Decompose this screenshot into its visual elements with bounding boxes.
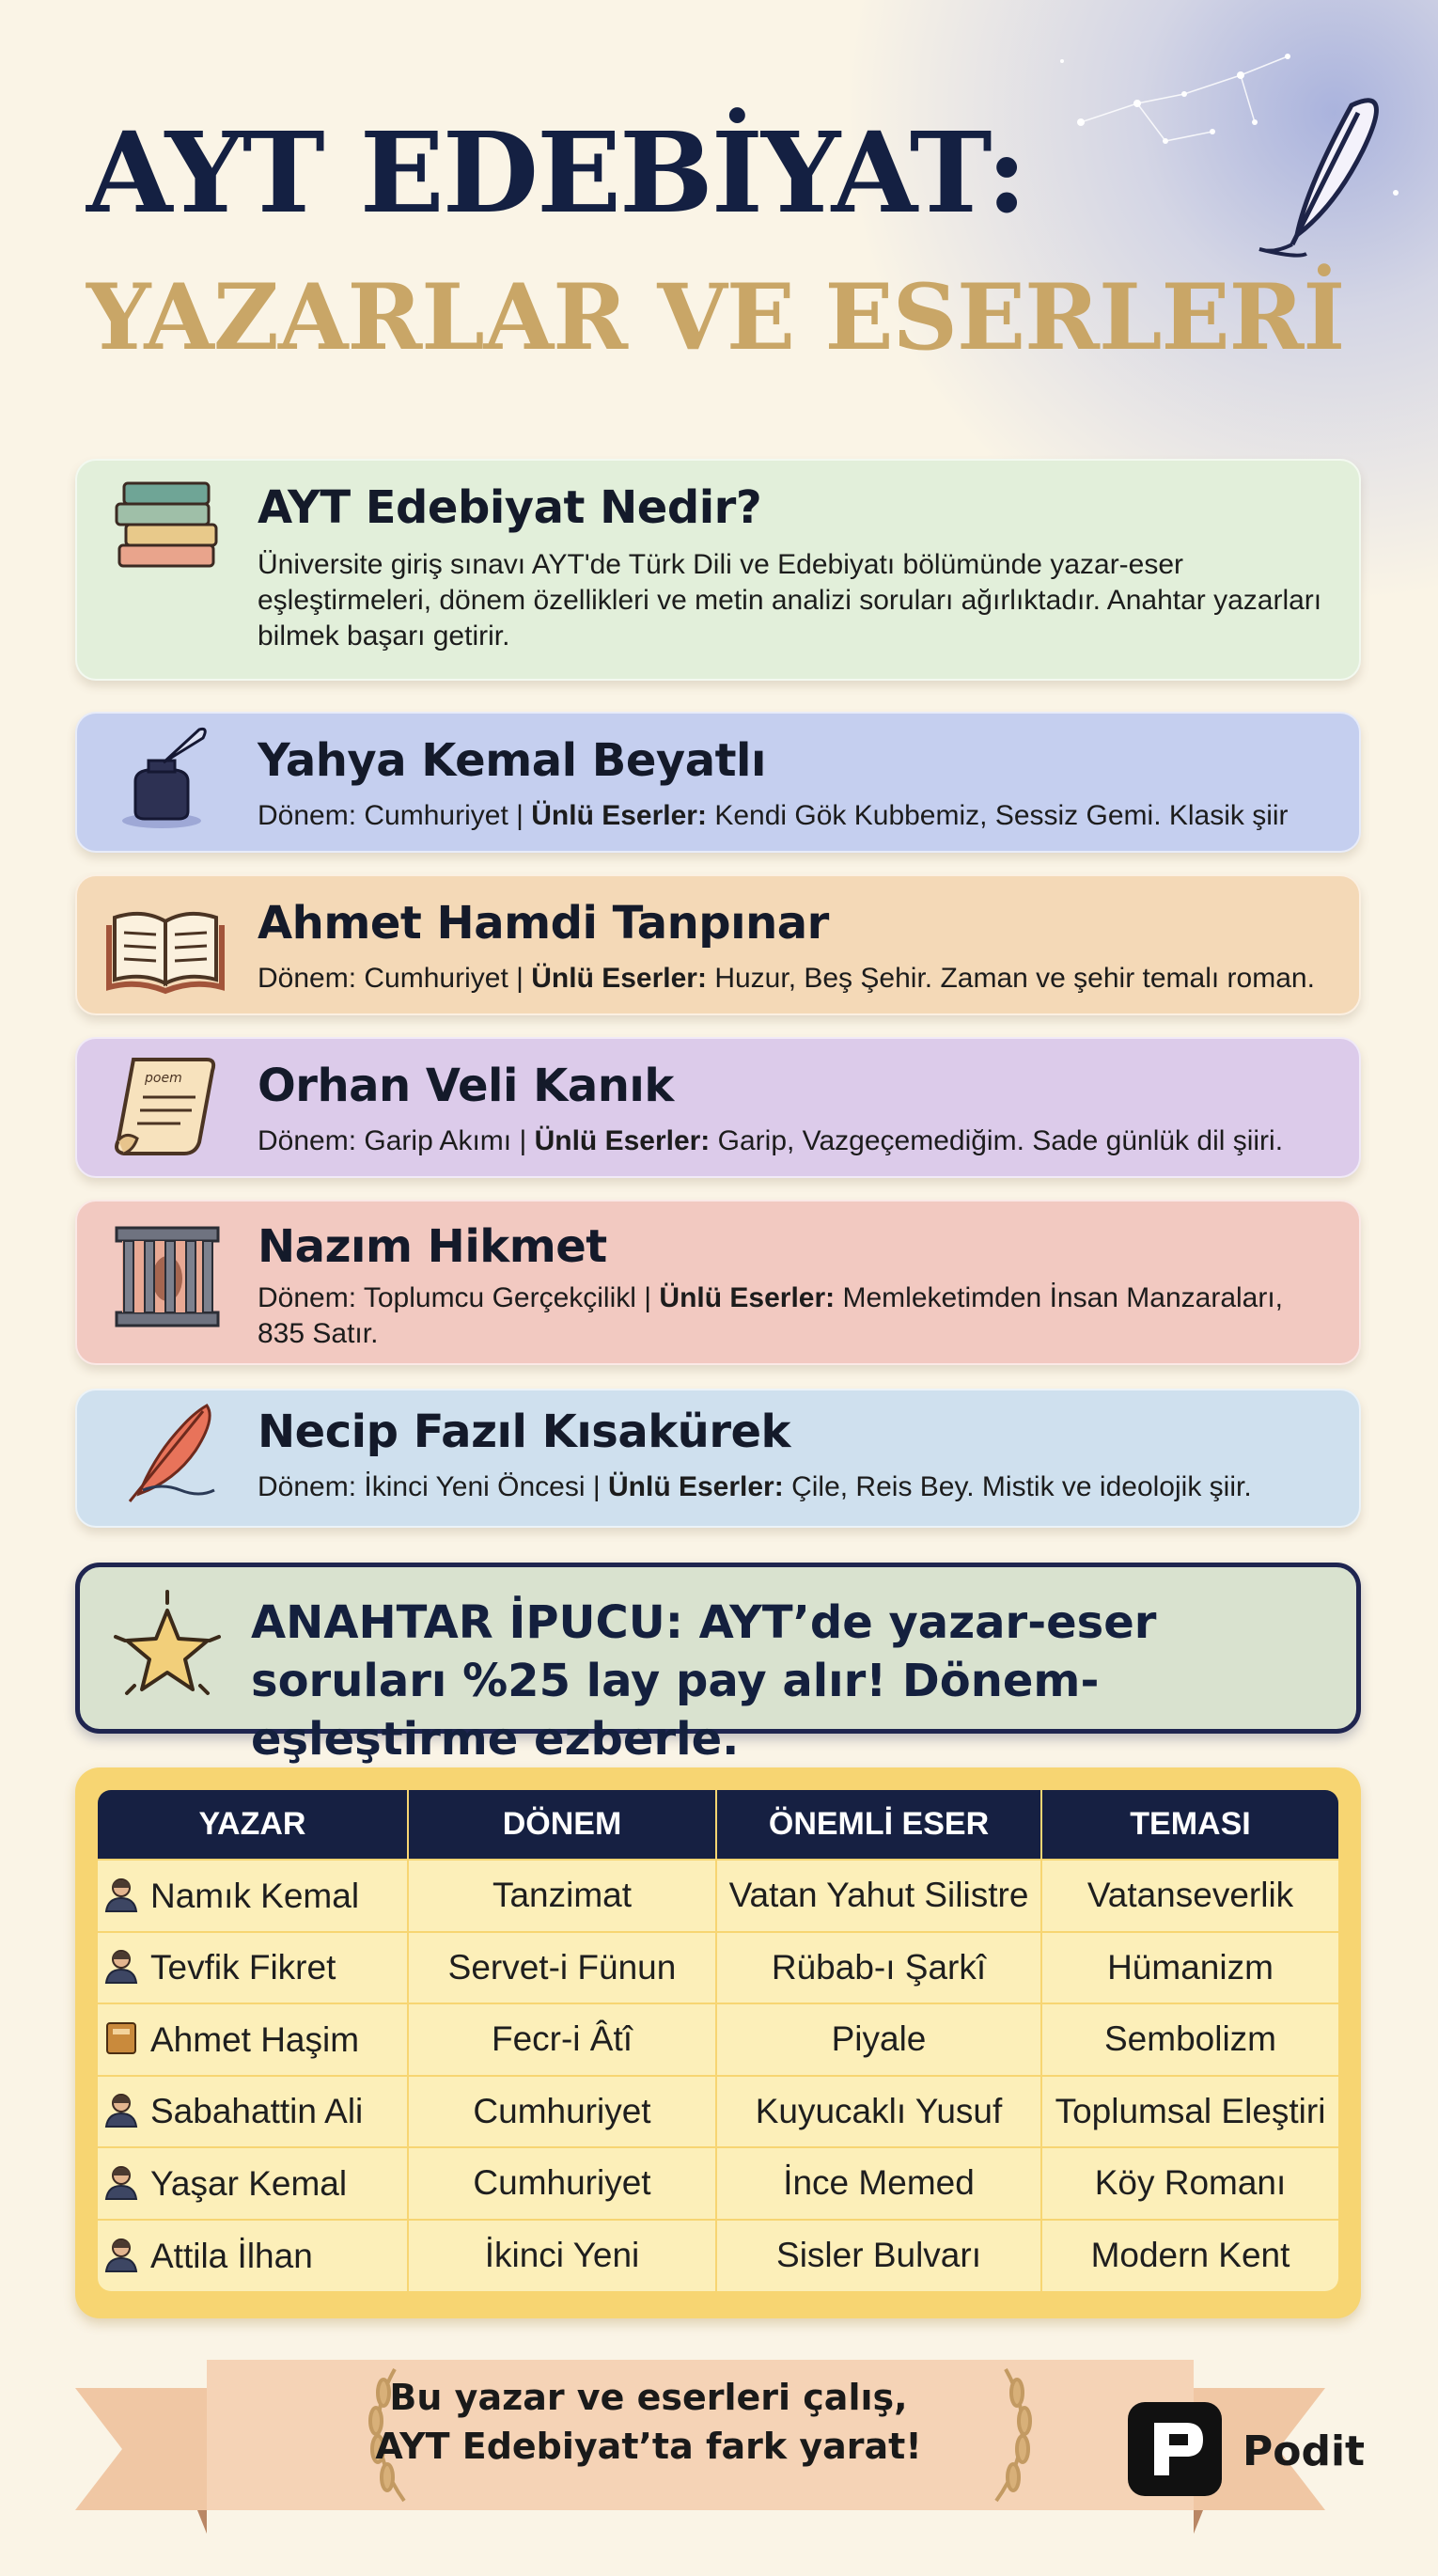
author-card <box>75 1389 1361 1528</box>
star-icon <box>106 1588 228 1710</box>
open-book-icon <box>105 889 227 1002</box>
column-header: TEMASI <box>1041 1790 1338 1860</box>
table-row <box>98 2076 1338 2148</box>
author-cell <box>98 2147 408 2220</box>
authors-table-panel <box>75 1767 1361 2318</box>
author-name: Attila İlhan <box>150 2236 313 2275</box>
theme-cell: Hümanizm <box>1041 1932 1338 2004</box>
work-cell: Sisler Bulvarı <box>716 2220 1041 2292</box>
author-card <box>75 874 1361 1015</box>
scroll-icon <box>105 1048 227 1161</box>
table-header-row <box>98 1790 1338 1860</box>
feather-icon <box>105 1400 227 1513</box>
theme-cell: Toplumsal Eleştiri <box>1041 2076 1338 2148</box>
theme-cell: Vatanseverlik <box>1041 1860 1338 1932</box>
author-name: Ahmet Haşim <box>150 2019 360 2059</box>
intro-card <box>75 459 1361 681</box>
person-icon <box>103 2091 139 2128</box>
constellation-quill-icon <box>1024 19 1419 301</box>
period-cell: Tanzimat <box>408 1860 716 1932</box>
theme-cell: Sembolizm <box>1041 2003 1338 2076</box>
page-title: AYT EDEBİYAT: <box>86 107 1025 238</box>
author-name: Ahmet Hamdi Tanpınar <box>258 897 829 950</box>
inkwell-icon <box>105 725 227 838</box>
author-name: Orhan Veli Kanık <box>258 1060 674 1112</box>
intro-title: AYT Edebiyat Nedir? <box>258 481 762 534</box>
intro-body: Üniversite giriş sınavı AYT'de Türk Dili ve Edebiyatı bölümünde yazar-eser eşleştirmeleri, dönem özellikleri ve metin analizi soruları ağırlıktadır. Anahtar yazarları bilmek başarı getirir. <box>258 549 1322 652</box>
author-name: Sabahattin Ali <box>150 2092 364 2131</box>
books-icon <box>105 472 227 585</box>
author-name: Yahya Kemal Beyatlı <box>258 734 766 787</box>
table-row <box>98 2220 1338 2292</box>
author-name: Yaşar Kemal <box>150 2163 348 2203</box>
work-cell: İnce Memed <box>716 2147 1041 2220</box>
period-cell: Cumhuriyet <box>408 2076 716 2148</box>
period-cell: Servet-i Fünun <box>408 1932 716 2004</box>
author-info: Dönem: Garip Akımı | Ünlü Eserler: Garip, Vazgeçemediğim. Sade günlük dil şiiri. <box>258 1125 1284 1156</box>
author-info: Dönem: Cumhuriyet | Ünlü Eserler: Kendi Gök Kubbemiz, Sessiz Gemi. Klasik şiir <box>258 800 1289 831</box>
work-cell: Rübab-ı Şarkî <box>716 1932 1041 2004</box>
key-tip-text: ANAHTAR İPUCU: AYT’de yazar-eser soruları %25 lay pay alır! Dönem-eşleştirme ezberle. <box>251 1596 1157 1766</box>
person-icon <box>103 2236 139 2273</box>
work-cell: Piyale <box>716 2003 1041 2076</box>
prison-bars-icon <box>105 1222 227 1335</box>
brand-name: Podit <box>1243 2427 1366 2475</box>
period-cell: Cumhuriyet <box>408 2147 716 2220</box>
author-cell <box>98 1860 408 1932</box>
author-cell <box>98 2076 408 2148</box>
person-icon <box>103 1876 139 1913</box>
table-row <box>98 1932 1338 2004</box>
book-icon <box>103 2019 139 2057</box>
author-info: Dönem: Cumhuriyet | Ünlü Eserler: Huzur, Beş Şehir. Zaman ve şehir temalı roman. <box>258 963 1315 994</box>
author-card <box>75 712 1361 853</box>
author-cell <box>98 1932 408 2004</box>
svg-text:poem: poem <box>145 1071 182 1086</box>
authors-table <box>98 1790 1338 2291</box>
author-name: Namık Kemal <box>150 1876 360 1915</box>
page-subtitle: YAZARLAR VE ESERLERİ <box>86 264 1345 370</box>
author-name: Tevfik Fikret <box>150 1948 336 1987</box>
person-icon <box>103 1947 139 1985</box>
key-tip-box <box>75 1563 1361 1766</box>
author-card <box>75 1200 1361 1365</box>
work-cell: Kuyucaklı Yusuf <box>716 2076 1041 2148</box>
period-cell: İkinci Yeni <box>408 2220 716 2292</box>
author-card <box>75 1037 1361 1178</box>
table-row <box>98 1860 1338 1932</box>
author-info: Dönem: İkinci Yeni Öncesi | Ünlü Eserler: Çile, Reis Bey. Mistik ve ideolojik şiir. <box>258 1471 1252 1502</box>
table-row <box>98 2003 1338 2076</box>
column-header: DÖNEM <box>408 1790 716 1860</box>
person-icon <box>103 2163 139 2201</box>
theme-cell: Köy Romanı <box>1041 2147 1338 2220</box>
column-header: ÖNEMLİ ESER <box>716 1790 1041 1860</box>
author-name: Necip Fazıl Kısakürek <box>258 1406 790 1458</box>
period-cell: Fecr-i Âtî <box>408 2003 716 2076</box>
author-cell <box>98 2220 408 2292</box>
work-cell: Vatan Yahut Silistre <box>716 1860 1041 1932</box>
author-cell <box>98 2003 408 2076</box>
author-info: Dönem: Toplumcu Gerçekçilikl | Ünlü Eserler: Memleketimden İnsan Manzaraları, 835 Satır. <box>258 1282 1284 1349</box>
author-name: Nazım Hikmet <box>258 1220 607 1273</box>
theme-cell: Modern Kent <box>1041 2220 1338 2292</box>
table-row <box>98 2147 1338 2220</box>
footer-message: Bu yazar ve eserleri çalış, AYT Edebiyat’ta fark yarat! <box>375 2377 922 2467</box>
column-header: YAZAR <box>98 1790 408 1860</box>
